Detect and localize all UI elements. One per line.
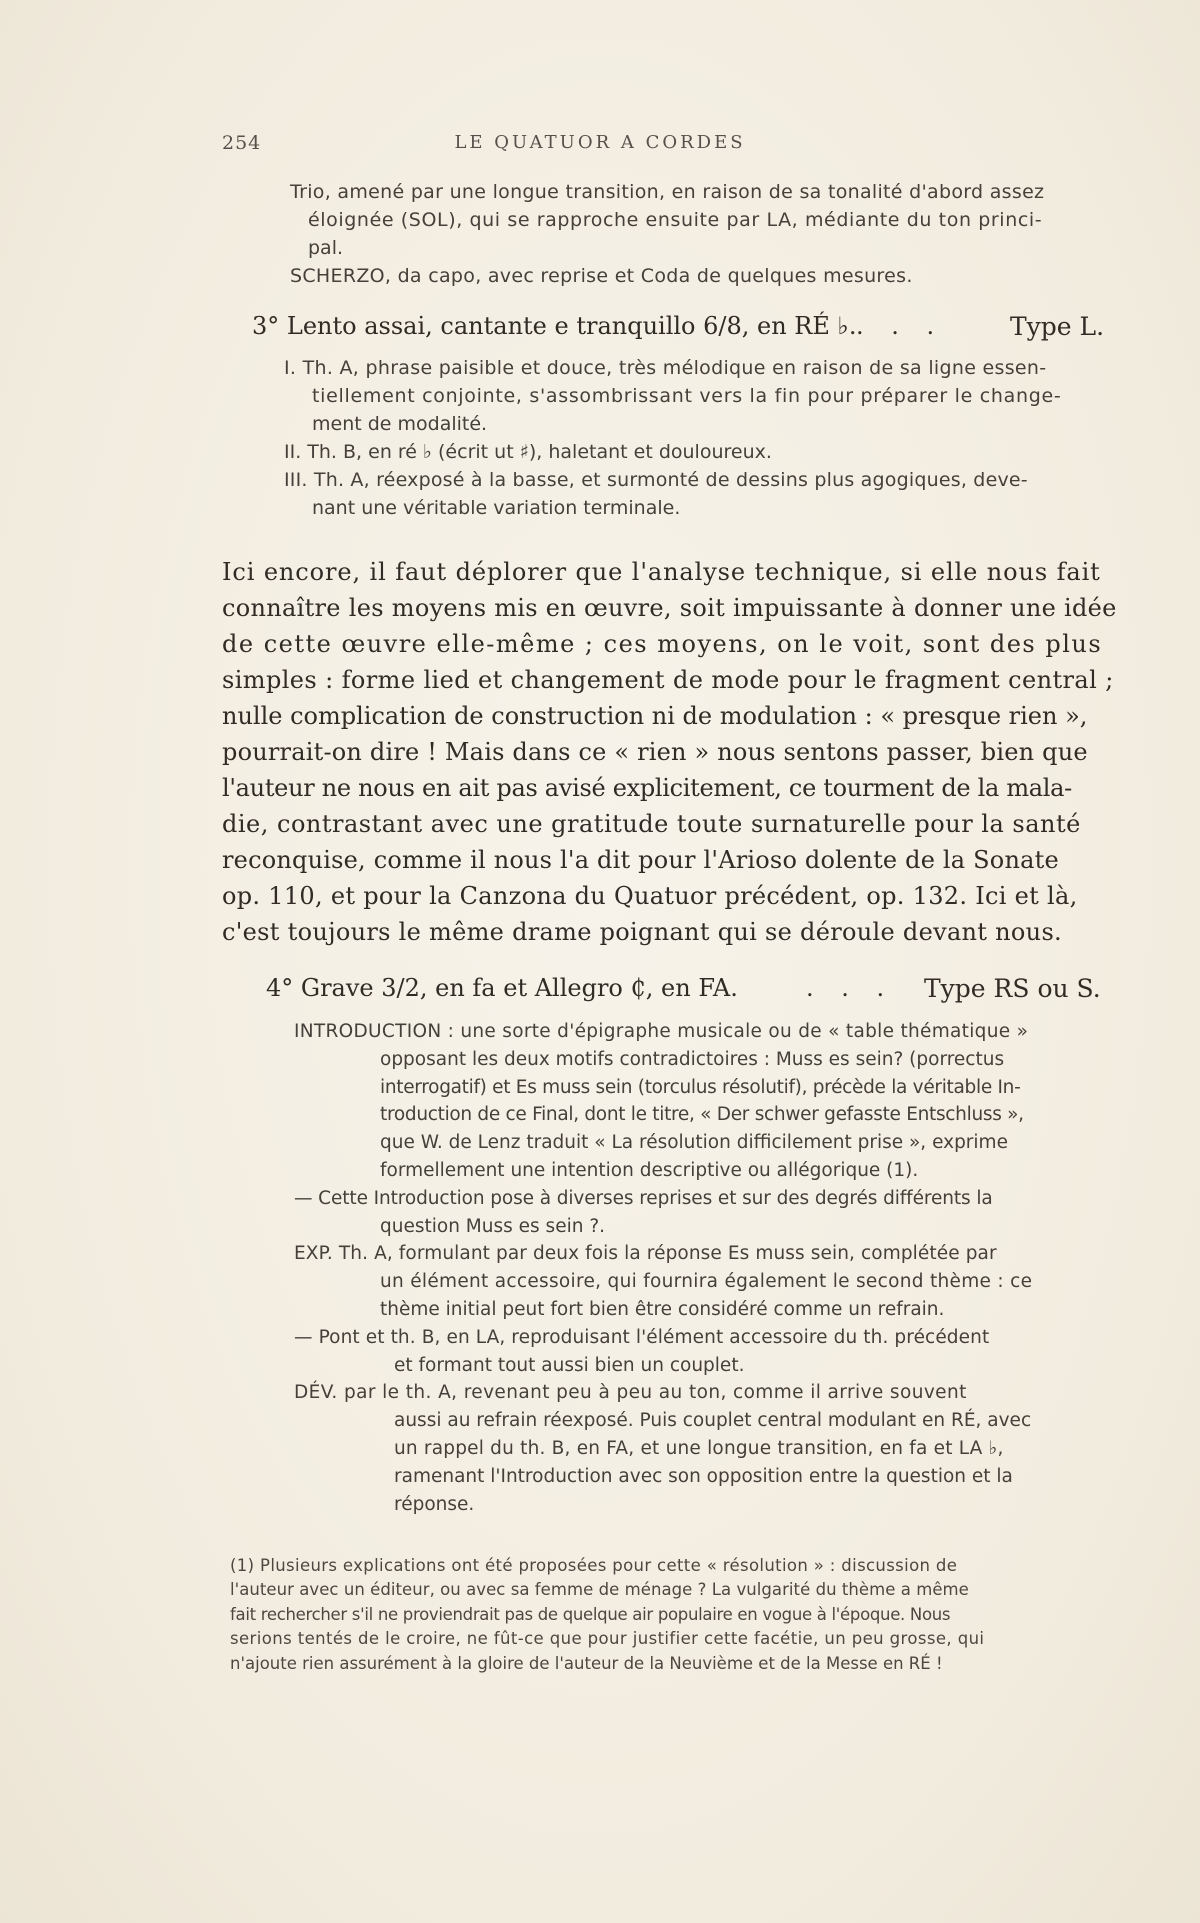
page-number: 254 (222, 132, 262, 154)
text-line: INTRODUCTION : une sorte d'épigraphe musicale ou de « table thématique » (294, 1021, 1029, 1042)
text-line: op. 110, et pour la Canzona du Quatuor précédent, op. 132. Ici et là, (222, 882, 1078, 910)
text-line: un élément accessoire, qui fournira également le second thème : ce (380, 1271, 1033, 1293)
text-line: EXP. Th. A, formulant par deux fois la réponse Es muss sein, complétée par (294, 1243, 997, 1265)
text-line: interrogatif) et Es muss sein (torculus résolutif), précède la véritable In- (380, 1076, 1021, 1098)
movement-4-body (294, 1018, 1032, 1518)
text-line: aussi au refrain réexposé. Puis couplet central modulant en RÉ, avec (394, 1410, 1032, 1432)
text-line: II. Th. B, en ré ♭ (écrit ut ♯), haletant et douloureux. (284, 441, 772, 463)
text-line: ment de modalité. (312, 413, 488, 435)
text-line: nant une véritable variation terminale. (312, 497, 681, 519)
movement-4-type: Type RS ou S. (924, 974, 1101, 1003)
movement-4-dots: . . . (806, 974, 895, 1002)
text-line: question Muss es sein ?. (380, 1215, 606, 1237)
movement-3-dots: . . . (856, 312, 945, 340)
footnote (230, 1554, 1125, 1676)
text-line: ramenant l'Introduction avec son opposition entre la question et la (394, 1465, 1013, 1487)
text-line: — Cette Introduction pose à diverses reprises et sur des degrés différents la (294, 1187, 993, 1209)
footnote-line: serions tentés de le croire, ne fût-ce que pour justifier cette facétie, un peu grosse, qui (230, 1629, 985, 1649)
text-line: un rappel du th. B, en FA, et une longue transition, en fa et LA ♭, (394, 1437, 1004, 1459)
movement-3-items (284, 354, 1061, 522)
scherzo-block (290, 178, 1044, 290)
text-line: pourrait-on dire ! Mais dans ce « rien » nous sentons passer, bien que (222, 738, 1088, 766)
text-line: troduction de ce Final, dont le titre, « Der schwer gefasste Entschluss », (380, 1104, 1024, 1126)
text-line: opposant les deux motifs contradictoires : Muss es sein? (porrectus (380, 1048, 1005, 1070)
footnote-line: (1) Plusieurs explications ont été proposées pour cette « résolution » : discussion de (230, 1556, 958, 1575)
text-line: que W. de Lenz traduit « La résolution difficilement prise », exprime (380, 1132, 1008, 1154)
footnote-line: fait rechercher s'il ne proviendrait pas de quelque air populaire en vogue à l'époque. Nous (230, 1604, 951, 1624)
text-line: Ici encore, il faut déplorer que l'analyse technique, si elle nous fait (222, 558, 1101, 586)
text-line: reconquise, comme il nous l'a dit pour l'Arioso dolente de la Sonate (222, 846, 1059, 874)
text-line: I. Th. A, phrase paisible et douce, très mélodique en raison de sa ligne essen- (284, 357, 1047, 379)
main-paragraph (222, 554, 1122, 950)
text-line: c'est toujours le même drame poignant qui se déroule devant nous. (222, 918, 1062, 946)
text-line: et formant tout aussi bien un couplet. (394, 1354, 745, 1376)
text-line: l'auteur ne nous en ait pas avisé explicitement, ce tourment de la mala- (222, 774, 1072, 802)
text-line: thème initial peut fort bien être considéré comme un refrain. (380, 1298, 945, 1320)
text-line: réponse. (394, 1493, 475, 1515)
footnote-line: n'ajoute rien assurément à la gloire de l'auteur de la Neuvième et de la Messe en RÉ ! (230, 1653, 943, 1673)
text-line: — Pont et th. B, en LA, reproduisant l'élément accessoire du th. précédent (294, 1326, 990, 1348)
movement-3-heading: 3° Lento assai, cantante e tranquillo 6/8, en RÉ ♭. (252, 312, 857, 340)
text-line: tiellement conjointe, s'assombrissant vers la fin pour préparer le change- (312, 385, 1062, 407)
footnote-line: l'auteur avec un éditeur, ou avec sa femme de ménage ? La vulgarité du thème a même (230, 1580, 969, 1600)
text-line: formellement une intention descriptive ou allégorique (1). (380, 1159, 919, 1181)
text-line: Trio, amené par une longue transition, en raison de sa tonalité d'abord assez (290, 181, 1045, 203)
text-line: simples : forme lied et changement de mode pour le fragment central ; (222, 666, 1114, 694)
text-line: die, contrastant avec une gratitude toute surnaturelle pour la santé (222, 810, 1081, 838)
text-line: pal. (308, 237, 344, 259)
text-line: connaître les moyens mis en œuvre, soit impuissante à donner une idée (222, 594, 1117, 622)
text-line: nulle complication de construction ni de modulation : « presque rien », (222, 702, 1088, 730)
text-line: éloignée (SOL), qui se rapproche ensuite par LA, médiante du ton princi- (308, 209, 1043, 231)
text-line: III. Th. A, réexposé à la basse, et surmonté de dessins plus agogiques, deve- (284, 469, 1028, 491)
running-title: LE QUATUOR A CORDES (454, 132, 746, 153)
text-line: DÉV. par le th. A, revenant peu à peu au ton, comme il arrive souvent (294, 1382, 967, 1404)
movement-4-heading: 4° Grave 3/2, en fa et Allegro ₵, en FA. (266, 974, 738, 1002)
text-line: de cette œuvre elle-même ; ces moyens, on le voit, sont des plus (222, 630, 1103, 658)
text-line: SCHERZO, da capo, avec reprise et Coda de quelques mesures. (290, 265, 913, 287)
movement-3-type: Type L. (1010, 312, 1105, 341)
